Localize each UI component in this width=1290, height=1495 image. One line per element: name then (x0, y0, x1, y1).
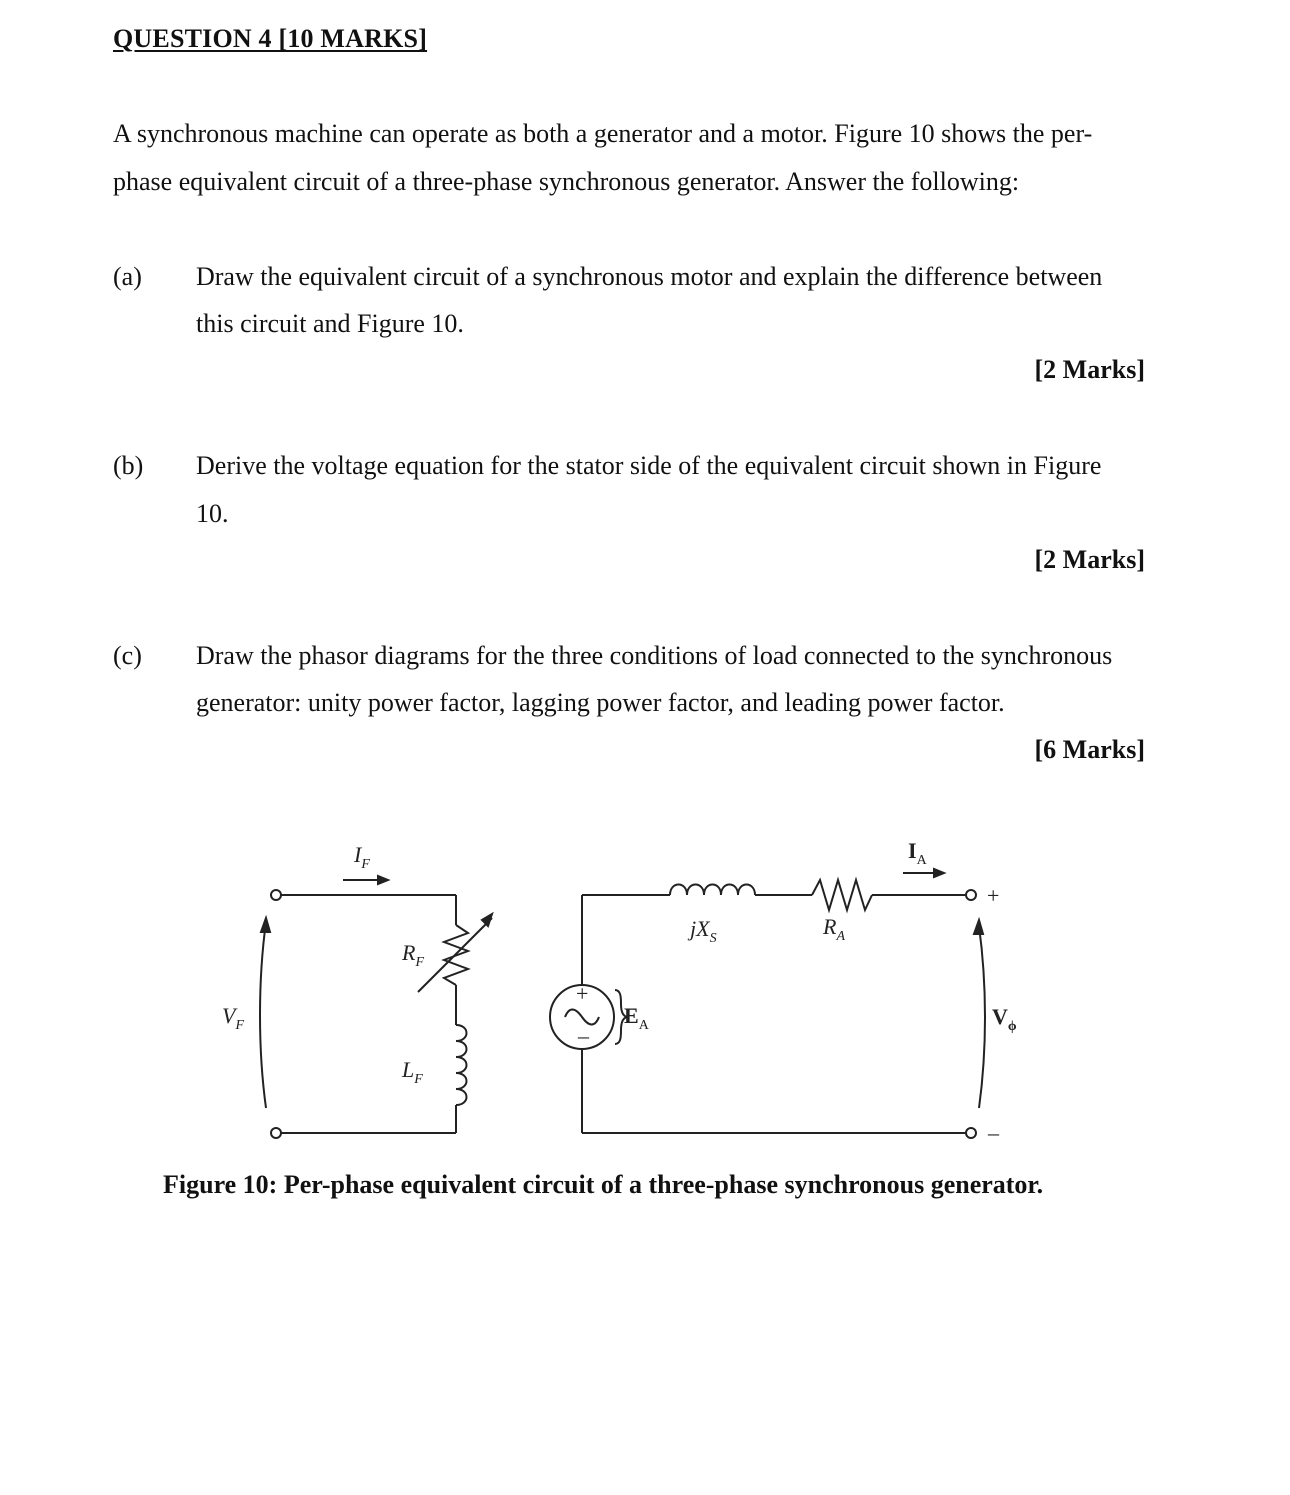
intro-line-2: phase equivalent circuit of a three-phase synchronous generator. Answer the following: (113, 167, 1020, 196)
label-if: $I_F$ (354, 842, 370, 872)
part-c-line-1: Draw the phasor diagrams for the three conditions of load connected to the synchronous (196, 641, 1113, 670)
variable-arrow-head (482, 914, 492, 926)
part-b-label: (b) (113, 451, 144, 480)
if-arrow-head (378, 876, 388, 884)
inductor-jxs (670, 885, 755, 896)
intro-line-1: A synchronous machine can operate as both a generator and a motor. Figure 10 shows the per- (113, 119, 1093, 148)
figure-caption: Figure 10: Per-phase equivalent circuit of a three-phase synchronous generator. (163, 1170, 1044, 1199)
part-a-line-1: Draw the equivalent circuit of a synchronous motor and explain the difference between (196, 262, 1103, 291)
part-a-line-2: this circuit and Figure 10. (196, 309, 464, 338)
resistor-ra (812, 880, 872, 910)
label-vf: $V_F$ (222, 1003, 245, 1033)
label-ra: $R_A$ (823, 914, 846, 944)
label-ea: $E_A$ (624, 1003, 649, 1033)
label-source-minus: – (578, 1023, 589, 1048)
part-c-label: (c) (113, 641, 142, 670)
vf-bracket (260, 922, 266, 1108)
variable-resistor-arrow (418, 918, 492, 992)
field-terminal-bottom (271, 1128, 281, 1138)
part-b-line-2: 10. (196, 499, 229, 528)
label-lf: $L_F$ (402, 1057, 423, 1087)
label-source-plus: + (576, 981, 589, 1006)
question-heading: QUESTION 4 [10 MARKS] (113, 24, 428, 53)
vf-bracket-arrow (261, 918, 270, 932)
part-a-label: (a) (113, 262, 142, 291)
output-terminal-minus (966, 1128, 976, 1138)
label-minus-terminal: – (988, 1120, 999, 1145)
output-terminal-plus (966, 890, 976, 900)
ia-arrow-head (934, 869, 944, 877)
label-ia: $I_A$ (908, 838, 927, 868)
label-plus-terminal: + (987, 883, 1000, 908)
part-a-marks: [2 Marks] (1034, 355, 1145, 384)
part-b-marks: [2 Marks] (1034, 545, 1145, 574)
armature-circuit (550, 869, 985, 1138)
field-circuit (260, 876, 492, 1138)
field-inductor-lf (456, 1025, 467, 1105)
part-c-marks: [6 Marks] (1034, 735, 1145, 764)
label-vphi: $V_\phi$ (992, 1004, 1017, 1034)
part-b-line-1: Derive the voltage equation for the stator side of the equivalent circuit shown in Figure (196, 451, 1102, 480)
vphi-bracket (979, 926, 985, 1108)
label-rf: $R_F$ (402, 940, 425, 970)
label-jxs: $jX_S$ (690, 916, 717, 946)
vphi-bracket-arrow (974, 920, 983, 934)
field-terminal-top (271, 890, 281, 900)
part-c-line-2: generator: unity power factor, lagging power factor, and leading power factor. (196, 688, 1005, 717)
